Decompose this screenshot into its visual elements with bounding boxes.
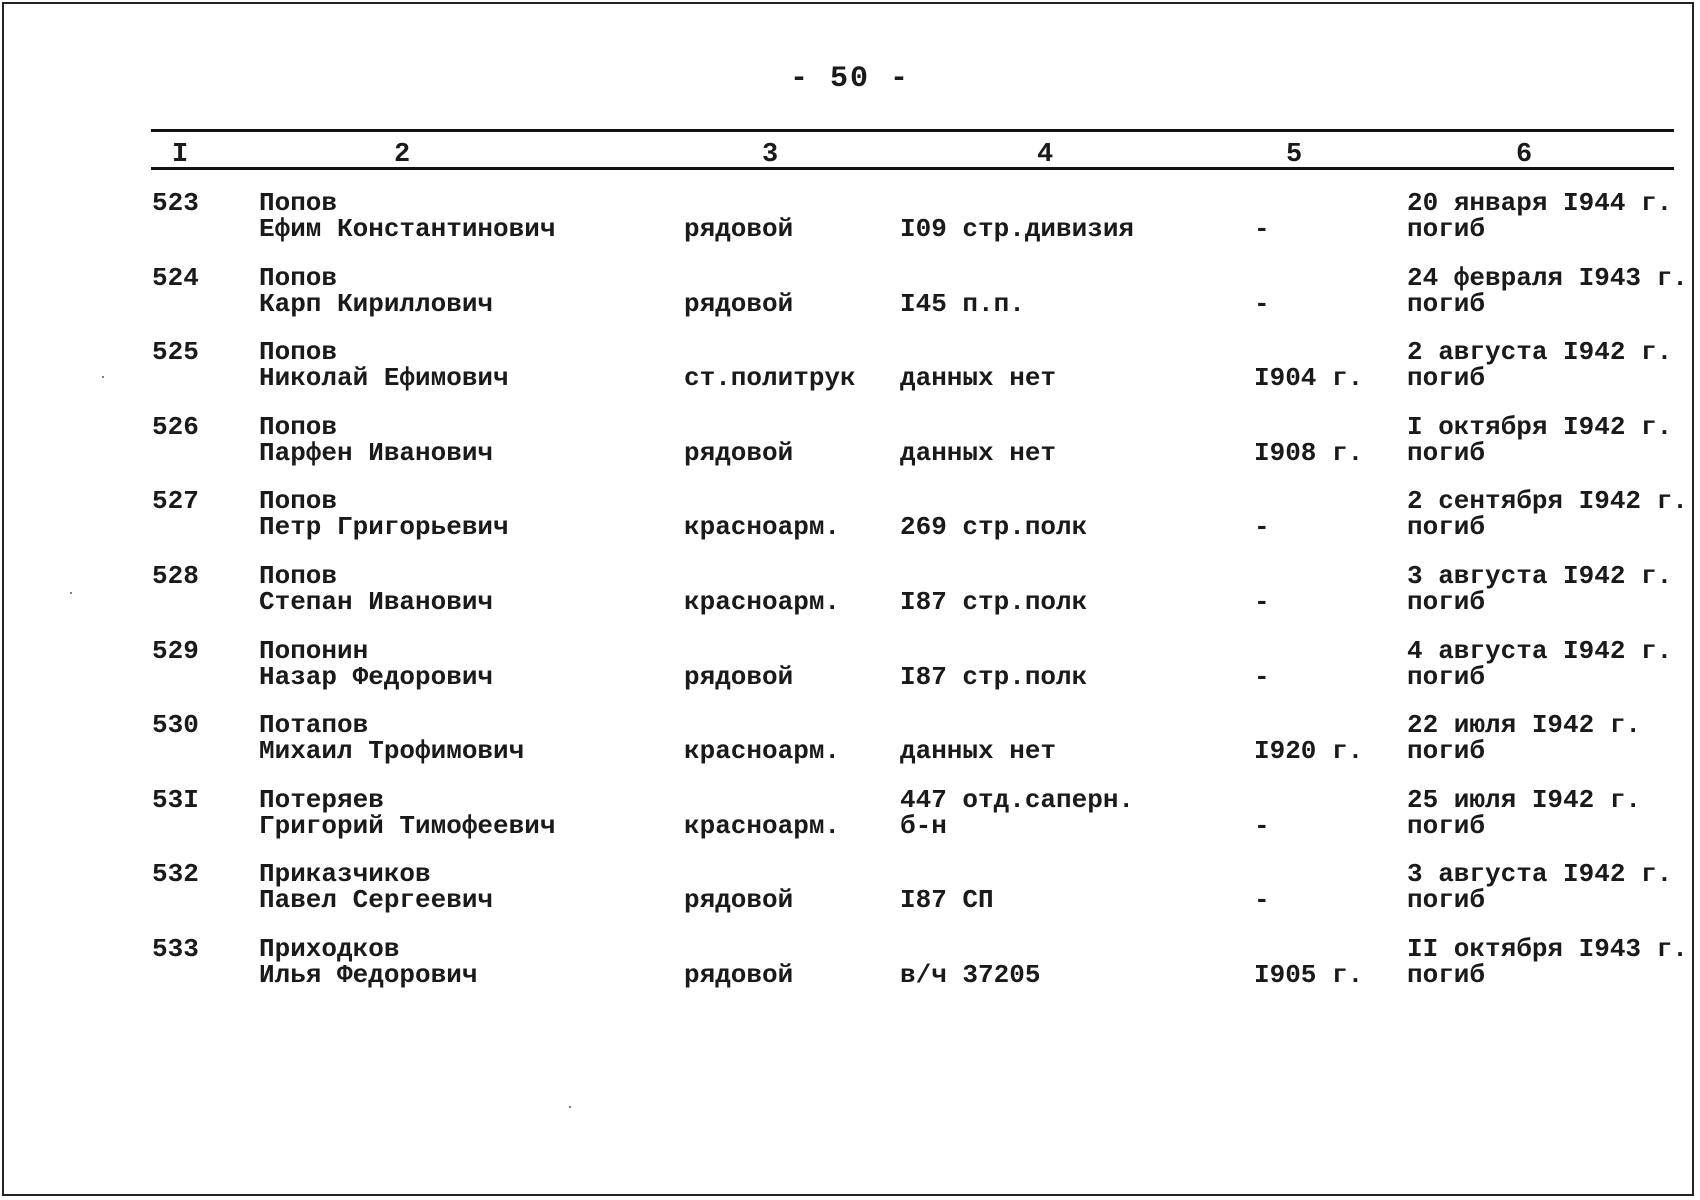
birth-year: - bbox=[1254, 214, 1270, 244]
military-unit: I87 стр.полк bbox=[900, 662, 1088, 692]
fate: погиб bbox=[1407, 512, 1486, 542]
surname: Приказчиков bbox=[259, 859, 431, 889]
page-number: - 50 - bbox=[789, 62, 911, 96]
military-unit: 447 отд.саперн. bbox=[900, 785, 1135, 815]
record-number: 532 bbox=[152, 859, 199, 889]
record-number: 526 bbox=[152, 412, 199, 442]
fate: погиб bbox=[1407, 885, 1486, 915]
table-header-rule bbox=[151, 167, 1674, 170]
death-date: 3 августа I942 г. bbox=[1407, 859, 1673, 889]
fate: погиб bbox=[1407, 587, 1486, 617]
surname: Попов bbox=[259, 188, 338, 218]
given-names: Назар Федорович bbox=[259, 662, 494, 692]
military-unit: в/ч 37205 bbox=[900, 960, 1041, 990]
surname: Попов bbox=[259, 263, 338, 293]
surname: Попонин bbox=[259, 636, 369, 666]
table-row bbox=[4, 936, 1696, 1010]
rank: рядовой bbox=[684, 662, 794, 692]
given-names: Парфен Иванович bbox=[259, 438, 494, 468]
military-unit: I87 стр.полк bbox=[900, 587, 1088, 617]
military-unit: данных нет bbox=[900, 736, 1057, 766]
column-header-1: I bbox=[172, 140, 189, 170]
birth-year: I904 г. bbox=[1254, 363, 1364, 393]
surname: Потапов bbox=[259, 710, 369, 740]
given-names: Илья Федорович bbox=[259, 960, 478, 990]
birth-year: - bbox=[1254, 885, 1270, 915]
given-names: Ефим Константинович bbox=[259, 214, 556, 244]
column-header-4: 4 bbox=[1037, 140, 1054, 170]
fate: погиб bbox=[1407, 363, 1486, 393]
given-names: Карп Кириллович bbox=[259, 289, 494, 319]
rank: рядовой bbox=[684, 289, 794, 319]
rank: рядовой bbox=[684, 214, 794, 244]
record-number: 527 bbox=[152, 486, 199, 516]
military-unit: I09 стр.дивизия bbox=[900, 214, 1135, 244]
death-date: 22 июля I942 г. bbox=[1407, 710, 1642, 740]
death-date: 20 января I944 г. bbox=[1407, 188, 1673, 218]
record-number: 525 bbox=[152, 337, 199, 367]
record-number: 529 bbox=[152, 636, 199, 666]
column-header-5: 5 bbox=[1286, 140, 1303, 170]
given-names: Николай Ефимович bbox=[259, 363, 509, 393]
given-names: Григорий Тимофеевич bbox=[259, 811, 556, 841]
birth-year: - bbox=[1254, 587, 1270, 617]
record-number: 533 bbox=[152, 934, 199, 964]
death-date: 2 августа I942 г. bbox=[1407, 337, 1673, 367]
fate: погиб bbox=[1407, 736, 1486, 766]
military-unit: I87 СП bbox=[900, 885, 994, 915]
death-date: II октября I943 г. bbox=[1407, 934, 1688, 964]
rank: красноарм. bbox=[684, 587, 841, 617]
death-date: 3 августа I942 г. bbox=[1407, 561, 1673, 591]
record-number: 523 bbox=[152, 188, 199, 218]
given-names: Степан Иванович bbox=[259, 587, 494, 617]
record-number: 530 bbox=[152, 710, 199, 740]
fate: погиб bbox=[1407, 662, 1486, 692]
table-row bbox=[4, 265, 1696, 339]
birth-year: - bbox=[1254, 512, 1270, 542]
fate: погиб bbox=[1407, 811, 1486, 841]
birth-year: - bbox=[1254, 811, 1270, 841]
table-row bbox=[4, 414, 1696, 488]
rank: красноарм. bbox=[684, 811, 841, 841]
surname: Потеряев bbox=[259, 785, 384, 815]
fate: погиб bbox=[1407, 289, 1486, 319]
military-unit: 269 стр.полк bbox=[900, 512, 1088, 542]
table-row bbox=[4, 861, 1696, 935]
fate: погиб bbox=[1407, 438, 1486, 468]
birth-year: I920 г. bbox=[1254, 736, 1364, 766]
scan-speck bbox=[70, 592, 72, 594]
birth-year: I908 г. bbox=[1254, 438, 1364, 468]
scan-speck bbox=[102, 376, 104, 378]
military-unit: I45 п.п. bbox=[900, 289, 1025, 319]
surname: Попов bbox=[259, 412, 338, 442]
death-date: I октября I942 г. bbox=[1407, 412, 1673, 442]
rank: ст.политрук bbox=[684, 363, 856, 393]
fate: погиб bbox=[1407, 214, 1486, 244]
given-names: Петр Григорьевич bbox=[259, 512, 509, 542]
surname: Попов bbox=[259, 337, 338, 367]
rank: рядовой bbox=[684, 885, 794, 915]
column-header-6: 6 bbox=[1516, 140, 1533, 170]
death-date: 25 июля I942 г. bbox=[1407, 785, 1642, 815]
table-row bbox=[4, 488, 1696, 562]
military-unit-cont: б-н bbox=[900, 811, 947, 841]
record-number: 53I bbox=[152, 785, 199, 815]
table-row bbox=[4, 339, 1696, 413]
table-row bbox=[4, 638, 1696, 712]
birth-year: - bbox=[1254, 662, 1270, 692]
scan-speck bbox=[569, 1106, 571, 1108]
fate: погиб bbox=[1407, 960, 1486, 990]
document-page bbox=[2, 2, 1694, 1196]
surname: Приходков bbox=[259, 934, 400, 964]
rank: рядовой bbox=[684, 960, 794, 990]
rank: красноарм. bbox=[684, 736, 841, 766]
given-names: Михаил Трофимович bbox=[259, 736, 525, 766]
given-names: Павел Сергеевич bbox=[259, 885, 494, 915]
birth-year: I905 г. bbox=[1254, 960, 1364, 990]
death-date: 24 февраля I943 г. bbox=[1407, 263, 1688, 293]
column-header-3: 3 bbox=[762, 140, 779, 170]
record-number: 524 bbox=[152, 263, 199, 293]
rank: красноарм. bbox=[684, 512, 841, 542]
death-date: 4 августа I942 г. bbox=[1407, 636, 1673, 666]
military-unit: данных нет bbox=[900, 363, 1057, 393]
birth-year: - bbox=[1254, 289, 1270, 319]
table-top-rule bbox=[151, 129, 1674, 132]
military-unit: данных нет bbox=[900, 438, 1057, 468]
surname: Попов bbox=[259, 486, 338, 516]
record-number: 528 bbox=[152, 561, 199, 591]
table-row bbox=[4, 563, 1696, 637]
rank: рядовой bbox=[684, 438, 794, 468]
table-row bbox=[4, 712, 1696, 786]
death-date: 2 сентября I942 г. bbox=[1407, 486, 1688, 516]
table-row bbox=[4, 787, 1696, 861]
surname: Попов bbox=[259, 561, 338, 591]
table-row bbox=[4, 190, 1696, 264]
column-header-2: 2 bbox=[394, 140, 411, 170]
